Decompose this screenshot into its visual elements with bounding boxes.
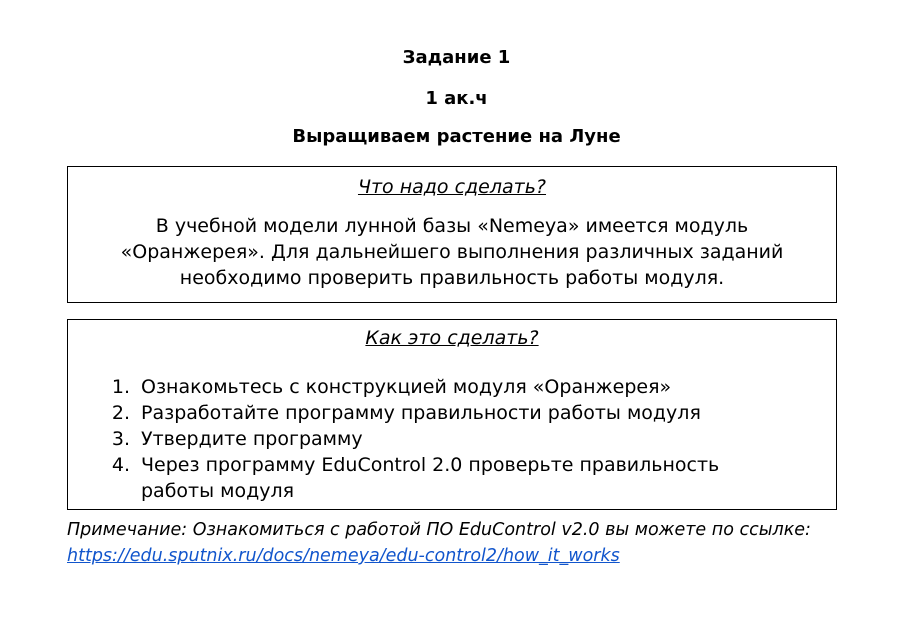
what-to-do-title: Что надо сделать? [357,176,547,198]
what-to-do-text: В учебной модели лунной базы «Nemeya» имеется модуль «Оранжерея». Для дальнейшего выполнения различных заданий необходимо проверить правильность работы модуля. [120,215,784,289]
task-title: Задание 1 [402,47,511,68]
docs-link[interactable]: https://edu.sputnix.ru/docs/nemeya/edu-control2/how_it_works [67,546,620,566]
step-text: Ознакомьтесь с конструкцией модуля «Оранжерея» [141,376,672,398]
list-item [111,426,776,452]
step-number: 3. [111,428,130,450]
task-subtitle: Выращиваем растение на Луне [292,126,621,147]
list-item [111,400,776,426]
note-text: Примечание: Ознакомиться с работой ПО EduControl v2.0 вы можете по ссылке: [67,520,811,540]
step-number: 2. [111,402,130,424]
what-to-do-box [67,166,837,303]
how-to-do-title: Как это сделать? [365,327,539,349]
task-hours: 1 ак.ч [425,88,488,109]
step-text: Через программу EduControl 2.0 проверьте правильность работы модуля [141,454,720,502]
list-item [111,374,776,400]
steps-list [68,374,836,504]
list-item [111,452,776,504]
step-text: Разработайте программу правильности работы модуля [141,402,701,424]
step-text: Утвердите программу [141,428,363,450]
note-paragraph [67,517,847,569]
step-number: 4. [111,454,130,476]
how-to-do-box [67,319,837,510]
step-number: 1. [111,376,130,398]
